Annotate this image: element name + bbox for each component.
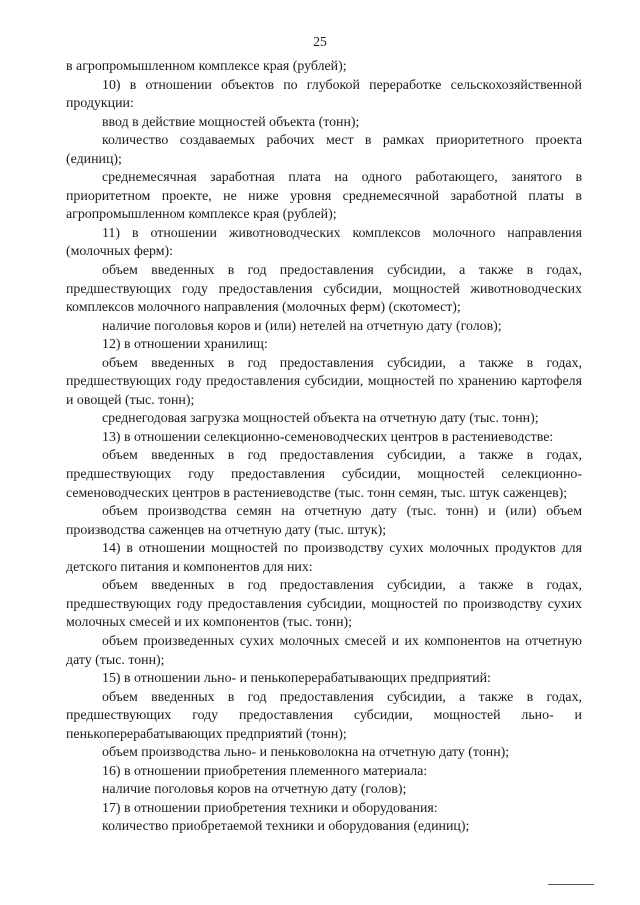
paragraph: 11) в отношении животноводческих комплексов молочного направления (молочных ферм): xyxy=(66,225,582,260)
paragraph: 17) в отношении приобретения техники и оборудования: xyxy=(102,800,438,816)
paragraph: 15) в отношении льно- и пенькоперерабатывающих предприятий: xyxy=(102,671,491,687)
paragraph: 13) в отношении селекционно-семеноводческих центров в растениеводстве: xyxy=(102,429,554,445)
paragraph: наличие поголовья коров на отчетную дату (голов); xyxy=(102,782,407,798)
paragraph: объем введенных в год предоставления субсидии, а также в годах, предшествующих году предоставления субсидии, мощностей по хранению картофеля и овощей (тыс. тонн); xyxy=(66,355,582,408)
paragraph: объем производства льно- и пеньковолокна на отчетную дату (тонн); xyxy=(102,745,510,761)
paragraph: количество приобретаемой техники и оборудования (единиц); xyxy=(102,819,470,835)
paragraph: среднегодовая загрузка мощностей объекта на отчетную дату (тыс. тонн); xyxy=(102,411,539,427)
paragraph: ввод в действие мощностей объекта (тонн); xyxy=(102,114,360,130)
paragraph: 14) в отношении мощностей по производству сухих молочных продуктов для детского питания и компонентов для них: xyxy=(66,541,582,575)
paragraph: среднемесячная заработная плата на одного работающего, занятого в приоритетном проекте, не ниже уровня среднемесячной заработной платы в агропромышленном комплексе края (рублей); xyxy=(66,170,582,223)
bottom-divider xyxy=(548,884,594,885)
paragraph: объем введенных в год предоставления субсидии, а также в годах, предшествующих году предоставления субсидии, мощностей животноводческих комплексов молочного направления (молочных ферм) (скотомест); xyxy=(66,263,582,316)
paragraph: объем произведенных сухих молочных смесей и их компонентов на отчетную дату (тыс. тонн); xyxy=(66,633,582,668)
paragraph: наличие поголовья коров и (или) нетелей на отчетную дату (голов); xyxy=(102,318,502,334)
paragraph: 16) в отношении приобретения племенного материала: xyxy=(102,763,428,779)
paragraph: объем производства семян на отчетную дату (тыс. тонн) и (или) объем производства саженцев на отчетную дату (тыс. штук); xyxy=(66,504,582,538)
page-number: 25 xyxy=(313,34,327,49)
paragraph: объем введенных в год предоставления субсидии, а также в годах, предшествующих году предоставления субсидии, мощностей селекционно-семеноводческих центров в растениеводстве (тыс. тонн семян, тыс. штук саженцев); xyxy=(66,448,582,501)
paragraph: объем введенных в год предоставления субсидии, а также в годах, предшествующих году предоставления субсидии, мощностей льно- и пенькоперерабатывающих предприятий (тонн); xyxy=(66,689,582,742)
paragraph: 12) в отношении хранилищ: xyxy=(102,337,268,353)
paragraph: 10) в отношении объектов по глубокой переработке сельскохозяйственной продукции: xyxy=(66,77,582,112)
paragraph: объем введенных в год предоставления субсидии, а также в годах, предшествующих году предоставления субсидии, мощностей по производству сухих молочных смесей и их компонентов (тыс. тонн); xyxy=(66,578,582,631)
document-body xyxy=(66,58,582,837)
paragraph: количество создаваемых рабочих мест в рамках приоритетного проекта (единиц); xyxy=(66,133,582,167)
paragraph: в агропромышленном комплексе края (рублей); xyxy=(66,59,347,74)
